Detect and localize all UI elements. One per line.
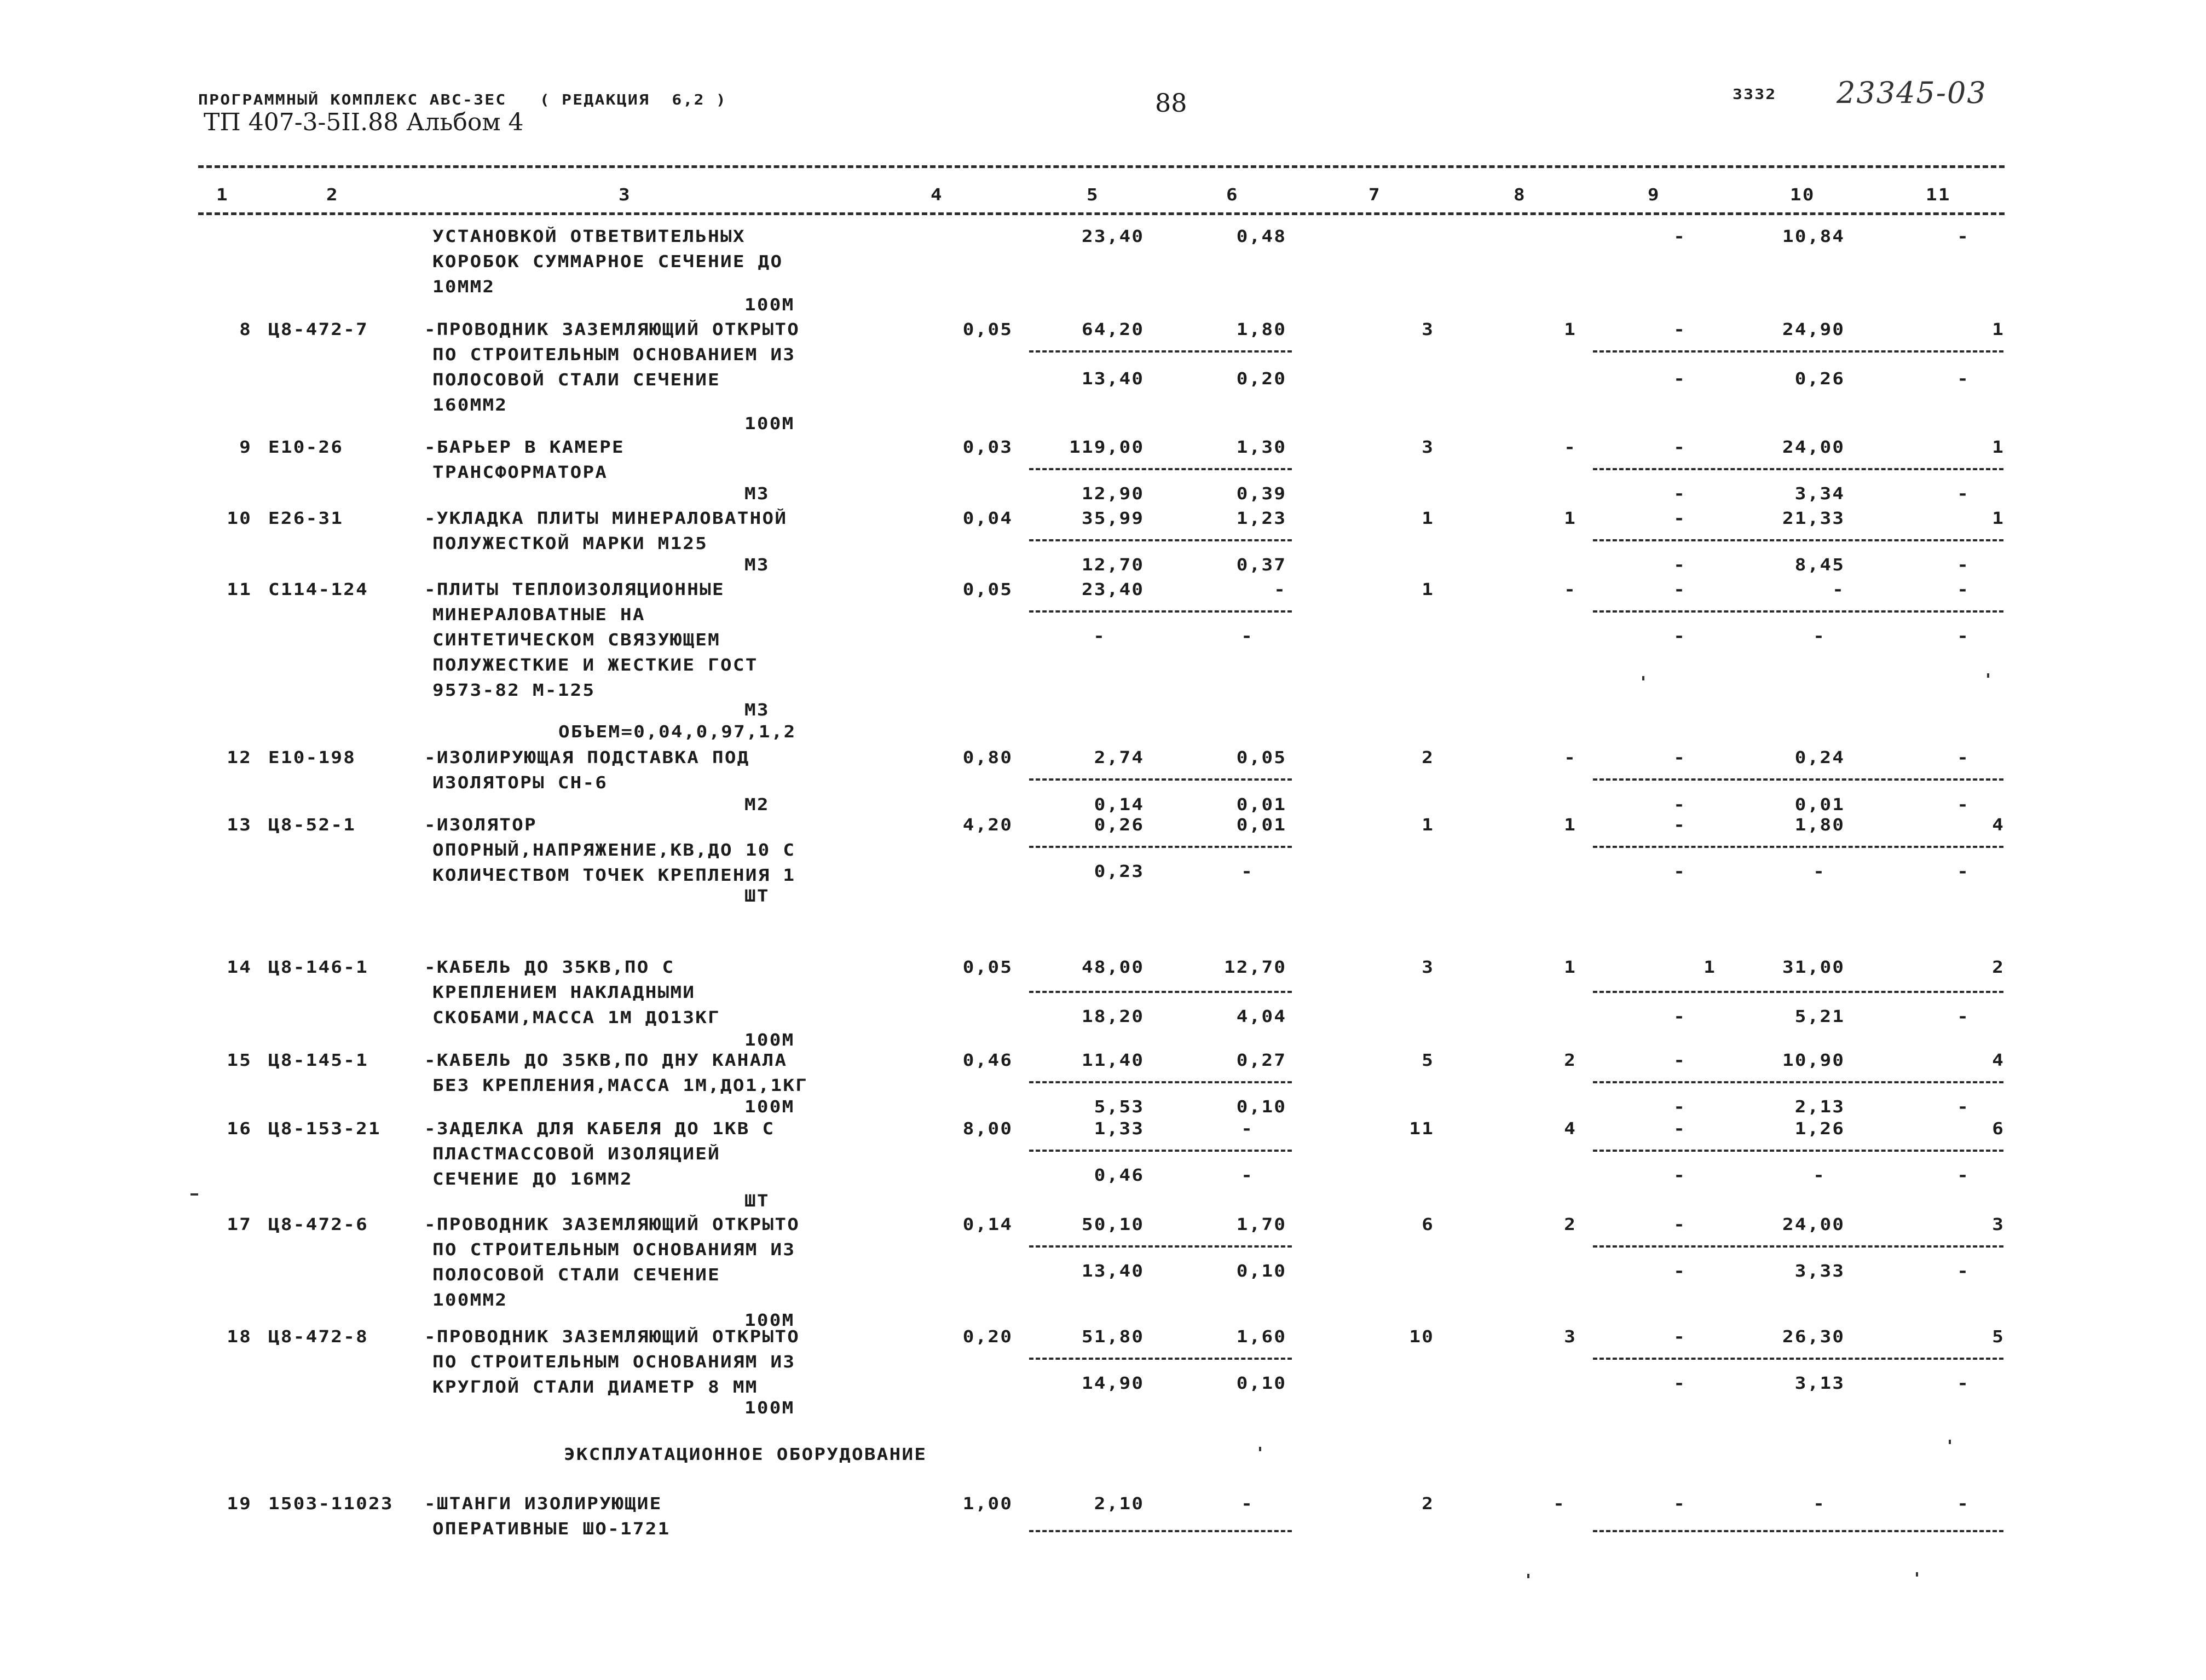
- cell-col7: 1: [1422, 580, 1434, 599]
- cell-col5: 23,40: [1081, 580, 1144, 599]
- cell-col6: 0,05: [1236, 748, 1286, 767]
- scan-speck: [1259, 1447, 1261, 1451]
- cell-col4: 0,46: [962, 1051, 1013, 1070]
- row-extra: ОБЪЕМ=0,04,0,97,1,2: [558, 723, 796, 742]
- row-text: СКОБАМИ,МАССА 1М ДО13КГ: [432, 1008, 721, 1027]
- cell-col9: -: [1673, 509, 1686, 528]
- row-number: 8: [239, 320, 252, 339]
- cell-col10: -: [1813, 1494, 1826, 1514]
- cell-col6: -: [1241, 1494, 1254, 1514]
- cell-col8: 1: [1564, 509, 1576, 528]
- cell-col5: 50,10: [1081, 1215, 1144, 1234]
- scan-speck: [190, 1193, 198, 1196]
- cell-col5-sub: -: [1093, 627, 1106, 646]
- subtotal-rule: [1593, 610, 2003, 613]
- cell-col11: 4: [1992, 816, 2005, 835]
- row-text: 9573-82 М-125: [432, 681, 596, 700]
- cell-col9-sub: -: [1673, 627, 1686, 646]
- row-text: 10ММ2: [432, 278, 495, 297]
- cell-col10: 1,26: [1794, 1119, 1845, 1139]
- row-text: -ИЗОЛИРУЮЩАЯ ПОДСТАВКА ПОД: [424, 748, 750, 767]
- row-text: ОПОРНЫЙ,НАПРЯЖЕНИЕ,КВ,ДО 10 С: [432, 841, 796, 860]
- cell-col6: 12,70: [1223, 958, 1286, 977]
- cell-col5-sub: 12,70: [1081, 556, 1144, 575]
- cell-col8: 2: [1564, 1215, 1576, 1234]
- cell-col11: 1: [1992, 509, 2005, 528]
- row-code: Ц8-146-1: [268, 958, 368, 977]
- row-unit: М3: [744, 556, 770, 575]
- row-text: -БАРЬЕР В КАМЕРЕ: [424, 438, 625, 457]
- row-text: ПОЛУЖЕСТКОЙ МАРКИ М125: [432, 534, 708, 553]
- cell-col10: 26,30: [1782, 1327, 1845, 1347]
- subtotal-rule: [1029, 1358, 1292, 1360]
- cell-col11-sub: -: [1957, 484, 1970, 504]
- cell-col10-sub: -: [1813, 1166, 1826, 1185]
- cell-col11: 1: [1992, 320, 2005, 339]
- cell-col6-sub: 0,37: [1236, 556, 1286, 575]
- cell-col4: 0,80: [962, 748, 1013, 767]
- row-text: 160ММ2: [432, 396, 508, 415]
- cell-col5-sub: 0,46: [1094, 1166, 1144, 1185]
- row-unit: М2: [744, 795, 770, 815]
- row-text: ПОЛОСОВОЙ СТАЛИ СЕЧЕНИЕ: [432, 371, 721, 390]
- cell-col4: 4,20: [962, 816, 1013, 835]
- cell-col7: 2: [1422, 748, 1434, 767]
- cell-col7: 10: [1409, 1327, 1434, 1347]
- cell-col9-sub: -: [1673, 1166, 1686, 1185]
- cell-col6-sub: 0,10: [1236, 1374, 1286, 1393]
- cell-col6: 1,30: [1236, 438, 1286, 457]
- cell-col11: 5: [1992, 1327, 2005, 1347]
- cell-col9: -: [1673, 320, 1686, 339]
- row-text: -ИЗОЛЯТОР: [424, 816, 537, 835]
- cell-col11: -: [1957, 1494, 1970, 1514]
- col-header: 1: [216, 186, 229, 205]
- subtotal-rule: [1029, 539, 1292, 541]
- cell-col11-sub: -: [1957, 1007, 1970, 1026]
- col-header: 4: [931, 186, 943, 205]
- col-header: 3: [619, 186, 631, 205]
- col-header: 11: [1926, 186, 1951, 205]
- row-text: ПОЛУЖЕСТКИЕ И ЖЕСТКИЕ ГОСТ: [432, 656, 758, 675]
- subtotal-rule: [1593, 778, 2003, 781]
- col-header: 9: [1648, 186, 1660, 205]
- cell-col10: 10,90: [1782, 1051, 1845, 1070]
- cell-col10-sub: 3,34: [1794, 484, 1845, 504]
- row-number: 13: [227, 816, 252, 835]
- subtotal-rule: [1029, 991, 1292, 993]
- cell-col8: 1: [1564, 320, 1576, 339]
- scan-speck: [1949, 1440, 1951, 1444]
- row-text: УСТАНОВКОЙ ОТВЕТВИТЕЛЬНЫХ: [432, 227, 746, 246]
- cell-col5-sub: 13,40: [1081, 370, 1144, 389]
- cell-col8: 3: [1564, 1327, 1576, 1347]
- subtotal-rule: [1593, 846, 2003, 848]
- cell-col9: -: [1673, 1215, 1686, 1234]
- scan-speck: [1916, 1572, 1918, 1577]
- cell-col6-sub: 0,39: [1236, 484, 1286, 504]
- cell-col9-sub: -: [1673, 484, 1686, 504]
- subtotal-rule: [1029, 350, 1292, 353]
- cell-col6: 1,60: [1236, 1327, 1286, 1347]
- cell-col5-sub: 13,40: [1081, 1262, 1144, 1281]
- row-code: Ц8-472-7: [268, 320, 368, 339]
- row-text: -ПРОВОДНИК ЗАЗЕМЛЯЮЩИЙ ОТКРЫТО: [424, 320, 800, 339]
- cell-col11: -: [1957, 580, 1970, 599]
- subtotal-rule: [1593, 991, 2003, 993]
- cell-col6-sub: -: [1241, 1166, 1254, 1185]
- row-text: ТРАНСФОРМАТОРА: [432, 463, 608, 482]
- cell-col4: 0,04: [962, 509, 1013, 528]
- row-text: -КАБЕЛЬ ДО 35КВ,ПО ДНУ КАНАЛА: [424, 1051, 788, 1070]
- cell-col4: 8,00: [962, 1119, 1013, 1139]
- subtotal-rule: [1593, 1150, 2003, 1152]
- row-code: 1503-11023: [268, 1494, 394, 1514]
- row-number: 15: [227, 1051, 252, 1070]
- row-text: -ШТАНГИ ИЗОЛИРУЮЩИЕ: [424, 1494, 662, 1514]
- cell-col9-sub: -: [1673, 1374, 1686, 1393]
- row-text: КРЕПЛЕНИЕМ НАКЛАДНЫМИ: [432, 983, 696, 1002]
- cell-col10: 1,80: [1794, 816, 1845, 835]
- row-text: ОПЕРАТИВНЫЕ ШО-1721: [432, 1520, 671, 1539]
- cell-col11-sub: -: [1957, 627, 1970, 646]
- row-text: -ПРОВОДНИК ЗАЗЕМЛЯЮЩИЙ ОТКРЫТО: [424, 1215, 800, 1234]
- subtotal-rule: [1593, 1358, 2003, 1360]
- subtotal-rule: [1593, 468, 2003, 470]
- cell-col6-sub: -: [1241, 862, 1254, 881]
- program-line: ПРОГРАММНЫЙ КОМПЛЕКС АВС-3ЕС ( РЕДАКЦИЯ 6,2 ): [198, 92, 727, 108]
- table-header-rule: [198, 212, 2005, 215]
- cell-col8: 2: [1564, 1051, 1576, 1070]
- cell-col6-sub: 0,01: [1236, 795, 1286, 815]
- col-header: 7: [1368, 186, 1381, 205]
- cell-col5-sub: 0,14: [1094, 795, 1144, 815]
- cell-col4: 0,05: [962, 580, 1013, 599]
- cell-col10-sub: 0,26: [1794, 370, 1845, 389]
- cell-col9: 1: [1703, 958, 1716, 977]
- cell-col7: 3: [1422, 958, 1434, 977]
- row-unit: ШТ: [744, 1192, 770, 1211]
- row-code: Ц8-145-1: [268, 1051, 368, 1070]
- subtotal-rule: [1593, 1245, 2003, 1248]
- cell-col8: 4: [1564, 1119, 1576, 1139]
- cell-col7: 3: [1422, 438, 1434, 457]
- cell-col10: 0,24: [1794, 748, 1845, 767]
- cell-col6-sub: 4,04: [1236, 1007, 1286, 1026]
- cell-col6-sub: 0,20: [1236, 370, 1286, 389]
- cell-col4: 1,00: [962, 1494, 1013, 1514]
- row-text: КОЛИЧЕСТВОМ ТОЧЕК КРЕПЛЕНИЯ 1: [432, 866, 796, 885]
- subtotal-rule: [1593, 350, 2003, 353]
- subtotal-rule: [1593, 1530, 2003, 1532]
- cell-col7: 11: [1409, 1119, 1434, 1139]
- cell-col4: 0,05: [962, 320, 1013, 339]
- row-code: Е10-198: [268, 748, 356, 767]
- cell-col6-sub: 0,10: [1236, 1262, 1286, 1281]
- cell-col5: 2,10: [1094, 1494, 1144, 1514]
- cell-col10-sub: 5,21: [1794, 1007, 1845, 1026]
- cell-col8: 1: [1564, 958, 1576, 977]
- cell-col5: 35,99: [1081, 509, 1144, 528]
- cell-col4: 0,03: [962, 438, 1013, 457]
- cell-col9: -: [1673, 438, 1686, 457]
- cell-col5: 2,74: [1094, 748, 1144, 767]
- cell-col9-sub: -: [1673, 1098, 1686, 1117]
- row-text: БЕЗ КРЕПЛЕНИЯ,МАССА 1М,ДО1,1КГ: [432, 1076, 809, 1095]
- col-header: 8: [1514, 186, 1526, 205]
- cell-col5-sub: 14,90: [1081, 1374, 1144, 1393]
- cell-col9: -: [1673, 1494, 1686, 1514]
- cell-col10: -: [1832, 580, 1845, 599]
- row-unit: М3: [744, 484, 770, 504]
- row-number: 9: [239, 438, 252, 457]
- row-unit: 100М: [744, 1399, 795, 1418]
- cell-col7: 3: [1422, 320, 1434, 339]
- cell-col4: 0,20: [962, 1327, 1013, 1347]
- row-code: Ц8-472-8: [268, 1327, 368, 1347]
- cell-col11-sub: -: [1957, 556, 1970, 575]
- table-top-rule: [198, 165, 2005, 168]
- cell-col6: 1,23: [1236, 509, 1286, 528]
- cell-col10-sub: 8,45: [1794, 556, 1845, 575]
- row-number: 19: [227, 1494, 252, 1514]
- cell-col5: 51,80: [1081, 1327, 1144, 1347]
- col-header: 2: [326, 186, 339, 205]
- cell-col6: 0,01: [1236, 816, 1286, 835]
- row-number: 14: [227, 958, 252, 977]
- cell-col9: -: [1673, 816, 1686, 835]
- cell-col11: 2: [1992, 958, 2005, 977]
- cell-col11-sub: -: [1957, 1166, 1970, 1185]
- row-text: СЕЧЕНИЕ ДО 16ММ2: [432, 1170, 633, 1189]
- cell-col9: -: [1673, 1327, 1686, 1347]
- cell-col6: -: [1274, 580, 1286, 599]
- row-code: С114-124: [268, 580, 368, 599]
- cell-col9-sub: -: [1673, 556, 1686, 575]
- row-text: ПО СТРОИТЕЛЬНЫМ ОСНОВАНИЕМ ИЗ: [432, 345, 796, 365]
- row-text: ПО СТРОИТЕЛЬНЫМ ОСНОВАНИЯМ ИЗ: [432, 1353, 796, 1372]
- cell-col5-sub: 5,53: [1094, 1098, 1144, 1117]
- cell-col11: 6: [1992, 1119, 2005, 1139]
- cell-col11-sub: -: [1957, 1374, 1970, 1393]
- cell-col8: 1: [1564, 816, 1576, 835]
- row-text: ПОЛОСОВОЙ СТАЛИ СЕЧЕНИЕ: [432, 1266, 721, 1285]
- row-text: КРУГЛОЙ СТАЛИ ДИАМЕТР 8 ММ: [432, 1378, 758, 1397]
- cell-col7: 2: [1422, 1494, 1434, 1514]
- section-title: ЭКСПЛУАТАЦИОННОЕ ОБОРУДОВАНИЕ: [564, 1445, 927, 1464]
- code-right: 3332: [1733, 86, 1777, 103]
- cell-col9-sub: -: [1673, 370, 1686, 389]
- row-text: -ПРОВОДНИК ЗАЗЕМЛЯЮЩИЙ ОТКРЫТО: [424, 1327, 800, 1347]
- cell-col10: 10,84: [1782, 227, 1845, 246]
- scan-speck: [1527, 1574, 1529, 1578]
- row-number: 11: [227, 580, 252, 599]
- cell-col9-sub: -: [1673, 1262, 1686, 1281]
- cell-col9: -: [1673, 748, 1686, 767]
- cell-col6: 0,48: [1236, 227, 1286, 246]
- row-text: КОРОБОК СУММАРНОЕ СЕЧЕНИЕ ДО: [432, 252, 783, 272]
- scan-speck: [1642, 676, 1644, 680]
- cell-col10-sub: 2,13: [1794, 1098, 1845, 1117]
- row-number: 16: [227, 1119, 252, 1139]
- cell-col8: -: [1553, 1494, 1566, 1514]
- cell-col6: 1,70: [1236, 1215, 1286, 1234]
- cell-col11-sub: -: [1957, 370, 1970, 389]
- cell-col5: 1,33: [1094, 1119, 1144, 1139]
- cell-col4: 0,14: [962, 1215, 1013, 1234]
- row-text: -ЗАДЕЛКА ДЛЯ КАБЕЛЯ ДО 1КВ С: [424, 1119, 775, 1139]
- subtotal-rule: [1029, 778, 1292, 781]
- subtotal-rule: [1029, 1081, 1292, 1083]
- cell-col10-sub: -: [1813, 862, 1826, 881]
- cell-col5: 0,26: [1094, 816, 1144, 835]
- row-code: Е26-31: [268, 509, 344, 528]
- cell-col10-sub: 0,01: [1794, 795, 1845, 815]
- cell-col9: -: [1673, 1051, 1686, 1070]
- cell-col9-sub: -: [1673, 795, 1686, 815]
- row-text: -УКЛАДКА ПЛИТЫ МИНЕРАЛОВАТНОЙ: [424, 509, 788, 528]
- row-unit: М3: [744, 701, 770, 720]
- scan-speck: [1987, 673, 1989, 678]
- cell-col9: -: [1673, 1119, 1686, 1139]
- cell-col11-sub: -: [1957, 862, 1970, 881]
- col-header: 5: [1087, 186, 1099, 205]
- cell-col5: 64,20: [1081, 320, 1144, 339]
- subtotal-rule: [1593, 1081, 2003, 1083]
- page-number: 88: [1155, 88, 1187, 118]
- cell-col6-sub: 0,10: [1236, 1098, 1286, 1117]
- subtotal-rule: [1029, 1150, 1292, 1152]
- cell-col11-sub: -: [1957, 1262, 1970, 1281]
- cell-col5-sub: 12,90: [1081, 484, 1144, 504]
- album-line: ТП 407-3-5II.88 Альбом 4: [204, 108, 524, 136]
- cell-col6: 0,27: [1236, 1051, 1286, 1070]
- row-text: МИНЕРАЛОВАТНЫЕ НА: [432, 605, 645, 625]
- cell-col10: 24,00: [1782, 438, 1845, 457]
- row-unit: 100М: [744, 296, 795, 315]
- col-header: 6: [1226, 186, 1239, 205]
- col-header: 10: [1790, 186, 1815, 205]
- cell-col10-sub: -: [1813, 627, 1826, 646]
- row-number: 18: [227, 1327, 252, 1347]
- row-number: 17: [227, 1215, 252, 1234]
- cell-col5: 119,00: [1069, 438, 1144, 457]
- cell-col10-sub: 3,33: [1794, 1262, 1845, 1281]
- cell-col7: 1: [1422, 509, 1434, 528]
- subtotal-rule: [1029, 468, 1292, 470]
- cell-col5-sub: 0,23: [1094, 862, 1144, 881]
- cell-col9: -: [1673, 227, 1686, 246]
- row-number: 12: [227, 748, 252, 767]
- subtotal-rule: [1029, 1245, 1292, 1248]
- cell-col8: -: [1564, 438, 1576, 457]
- row-unit: 100М: [744, 1031, 795, 1050]
- cell-col5: 48,00: [1081, 958, 1144, 977]
- cell-col5: 23,40: [1081, 227, 1144, 246]
- row-text: ИЗОЛЯТОРЫ СН-6: [432, 773, 608, 793]
- row-unit: 100М: [744, 1311, 795, 1330]
- cell-col11: -: [1957, 227, 1970, 246]
- cell-col10: 24,00: [1782, 1215, 1845, 1234]
- cell-col11: 4: [1992, 1051, 2005, 1070]
- row-text: ПЛАСТМАССОВОЙ ИЗОЛЯЦИЕЙ: [432, 1145, 721, 1164]
- subtotal-rule: [1029, 846, 1292, 848]
- row-text: -ПЛИТЫ ТЕПЛОИЗОЛЯЦИОННЫЕ: [424, 580, 725, 599]
- row-text: -КАБЕЛЬ ДО 35КВ,ПО С: [424, 958, 675, 977]
- cell-col8: -: [1564, 748, 1576, 767]
- cell-col6: 1,80: [1236, 320, 1286, 339]
- row-code: Е10-26: [268, 438, 344, 457]
- row-text: ПО СТРОИТЕЛЬНЫМ ОСНОВАНИЯМ ИЗ: [432, 1240, 796, 1260]
- cell-col9-sub: -: [1673, 862, 1686, 881]
- cell-col7: 1: [1422, 816, 1434, 835]
- cell-col8: -: [1564, 580, 1576, 599]
- cell-col11-sub: -: [1957, 795, 1970, 815]
- cell-col10-sub: 3,13: [1794, 1374, 1845, 1393]
- cell-col10: 31,00: [1782, 958, 1845, 977]
- row-number: 10: [227, 509, 252, 528]
- cell-col9: -: [1673, 580, 1686, 599]
- cell-col11-sub: -: [1957, 1098, 1970, 1117]
- doc-number: 23345-03: [1837, 76, 1987, 110]
- row-text: СИНТЕТИЧЕСКОМ СВЯЗУЮЩЕМ: [432, 631, 721, 650]
- cell-col7: 6: [1422, 1215, 1434, 1234]
- row-code: Ц8-153-21: [268, 1119, 381, 1139]
- subtotal-rule: [1029, 610, 1292, 613]
- cell-col5: 11,40: [1081, 1051, 1144, 1070]
- cell-col11: -: [1957, 748, 1970, 767]
- subtotal-rule: [1593, 539, 2003, 541]
- cell-col11: 3: [1992, 1215, 2005, 1234]
- subtotal-rule: [1029, 1530, 1292, 1532]
- row-text: 100ММ2: [432, 1291, 508, 1310]
- cell-col5-sub: 18,20: [1081, 1007, 1144, 1026]
- row-unit: ШТ: [744, 887, 770, 906]
- cell-col11: 1: [1992, 438, 2005, 457]
- row-unit: 100М: [744, 414, 795, 434]
- cell-col6-sub: -: [1241, 627, 1254, 646]
- cell-col7: 5: [1422, 1051, 1434, 1070]
- cell-col9-sub: -: [1673, 1007, 1686, 1026]
- cell-col4: 0,05: [962, 958, 1013, 977]
- row-unit: 100М: [744, 1098, 795, 1117]
- row-code: Ц8-472-6: [268, 1215, 368, 1234]
- cell-col6: -: [1241, 1119, 1254, 1139]
- cell-col10: 24,90: [1782, 320, 1845, 339]
- cell-col10: 21,33: [1782, 509, 1845, 528]
- row-code: Ц8-52-1: [268, 816, 356, 835]
